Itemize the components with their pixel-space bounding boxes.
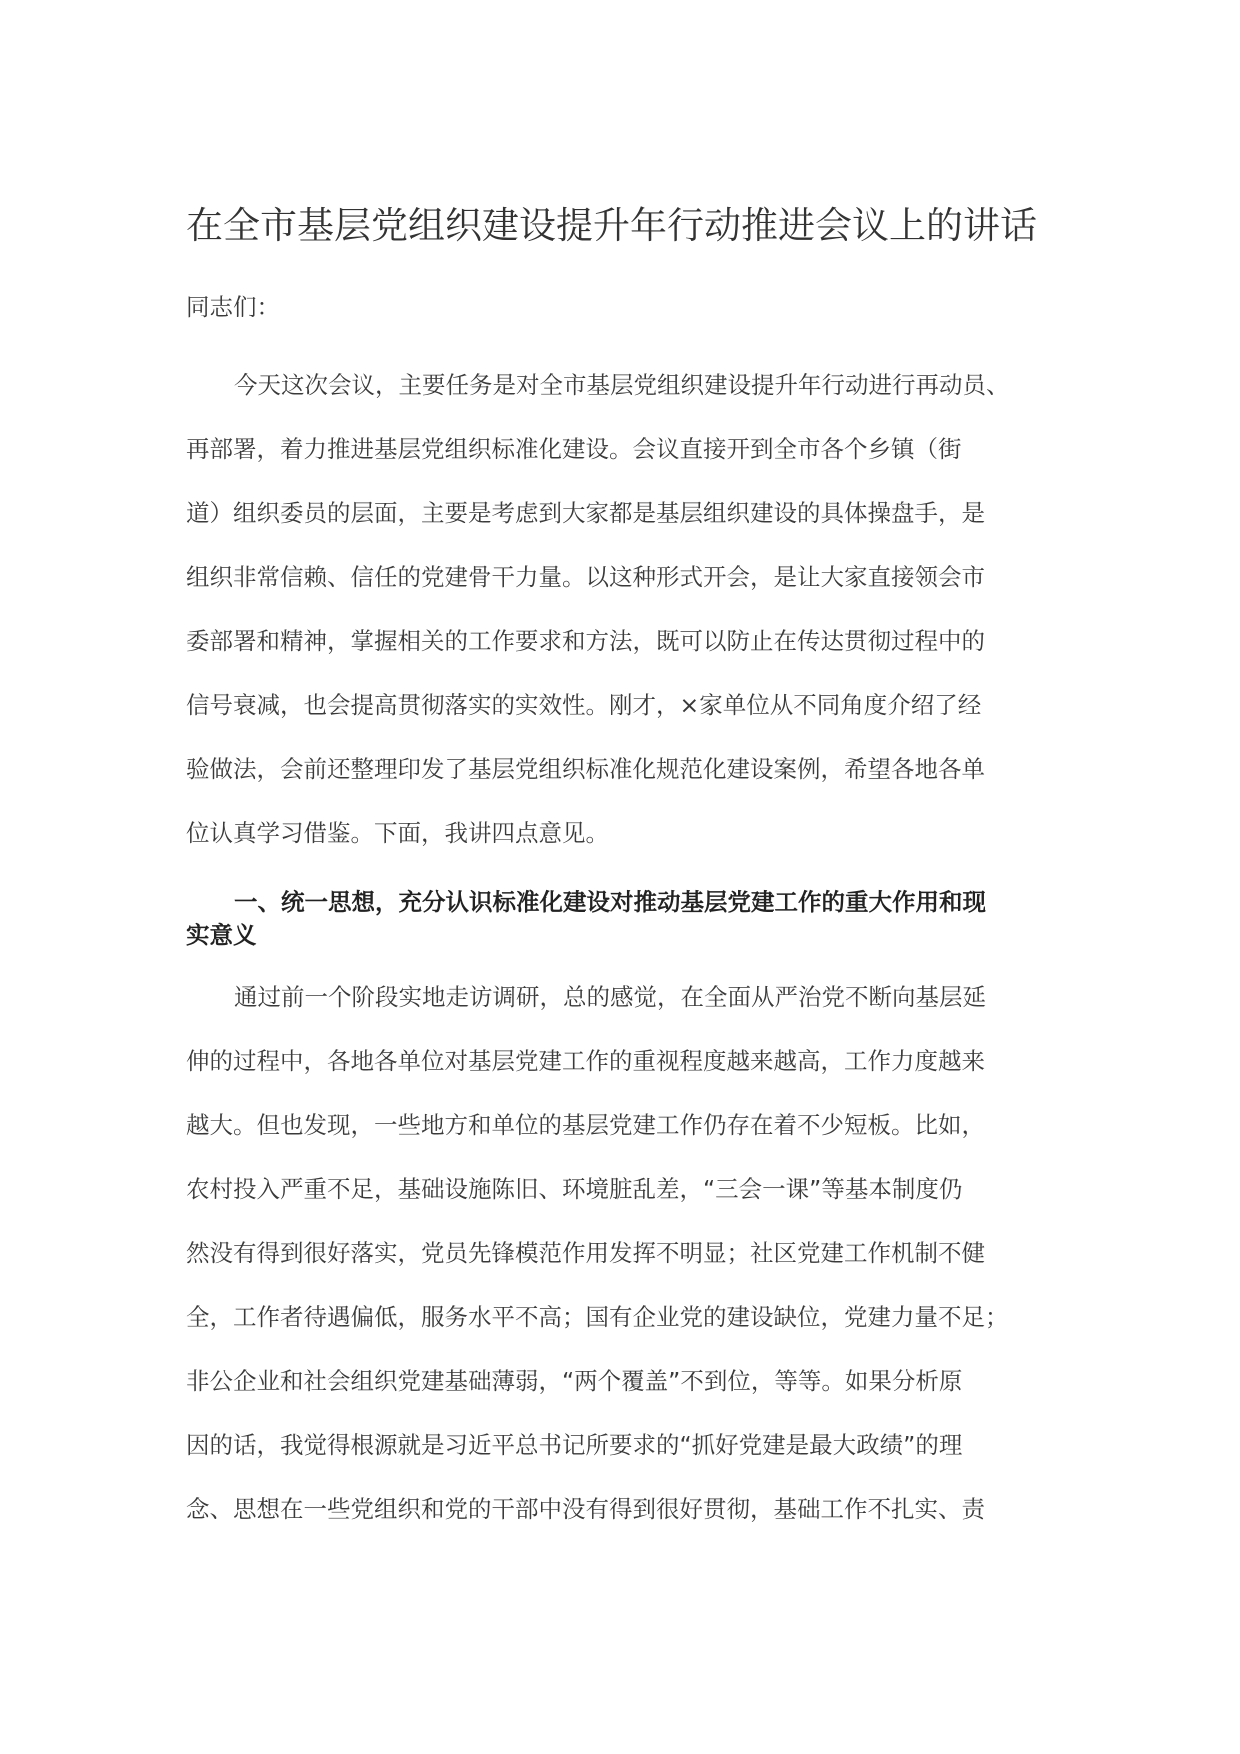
section-heading: 实意义 <box>186 921 257 949</box>
paragraph-line: 农村投入严重不足，基础设施陈旧、环境脏乱差，“三会一课”等基本制度仍 <box>186 1175 963 1203</box>
paragraph-line: 通过前一个阶段实地走访调研，总的感觉，在全面从严治党不断向基层延 <box>234 983 986 1011</box>
paragraph-line: 然没有得到很好落实，党员先锋模范作用发挥不明显；社区党建工作机制不健 <box>186 1239 985 1267</box>
paragraph-line: 伸的过程中，各地各单位对基层党建工作的重视程度越来越高，工作力度越来 <box>186 1047 985 1075</box>
paragraph-line: 非公企业和社会组织党建基础薄弱，“两个覆盖”不到位，等等。如果分析原 <box>186 1367 963 1395</box>
paragraph-line: 全，工作者待遇偏低，服务水平不高；国有企业党的建设缺位，党建力量不足； <box>186 1303 1009 1331</box>
paragraph-line: 位认真学习借鉴。下面，我讲四点意见。 <box>186 819 609 847</box>
paragraph-line: 再部署，着力推进基层党组织标准化建设。会议直接开到全市各个乡镇（街 <box>186 435 962 463</box>
paragraph-line: 组织非常信赖、信任的党建骨干力量。以这种形式开会，是让大家直接领会市 <box>186 563 985 591</box>
paragraph-line: 念、思想在一些党组织和党的干部中没有得到很好贯彻，基础工作不扎实、责 <box>186 1495 985 1523</box>
salutation: 同志们： <box>186 293 280 321</box>
paragraph-line: 委部署和精神，掌握相关的工作要求和方法，既可以防止在传达贯彻过程中的 <box>186 627 985 655</box>
document-title: 在全市基层党组织建设提升年行动推进会议上的讲话 <box>186 204 1037 247</box>
paragraph-line: 道）组织委员的层面，主要是考虑到大家都是基层组织建设的具体操盘手，是 <box>186 499 985 527</box>
section-heading: 一、统一思想，充分认识标准化建设对推动基层党建工作的重大作用和现 <box>234 888 986 916</box>
paragraph-line: 信号衰减，也会提高贯彻落实的实效性。刚才，×家单位从不同角度介绍了经 <box>186 691 982 719</box>
paragraph-line: 验做法，会前还整理印发了基层党组织标准化规范化建设案例，希望各地各单 <box>186 755 985 783</box>
paragraph-line: 越大。但也发现，一些地方和单位的基层党建工作仍存在着不少短板。比如， <box>186 1111 985 1139</box>
paragraph-line: 因的话，我觉得根源就是习近平总书记所要求的“抓好党建是最大政绩”的理 <box>186 1431 963 1459</box>
paragraph-line: 今天这次会议，主要任务是对全市基层党组织建设提升年行动进行再动员、 <box>234 371 1010 399</box>
